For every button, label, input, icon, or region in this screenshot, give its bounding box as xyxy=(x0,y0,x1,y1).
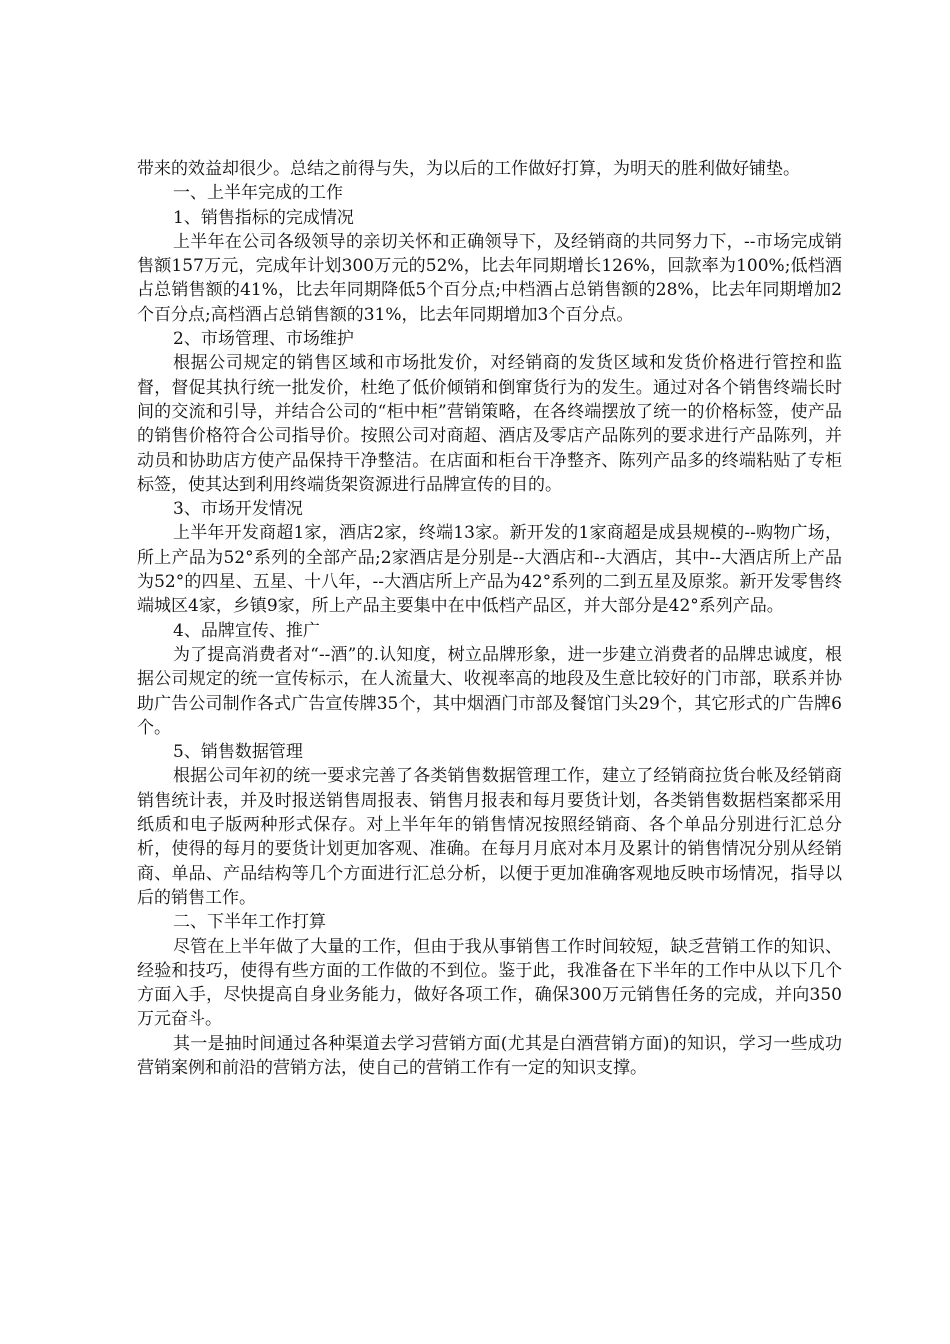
subheading-market-management: 2、市场管理、市场维护 xyxy=(173,329,354,350)
paragraph-continuation: 带来的效益却很少。总结之前得与失，为以后的工作做好打算，为明天的胜利做好铺垫。 xyxy=(137,159,800,179)
subheading-market-development: 3、市场开发情况 xyxy=(173,499,303,520)
subheading-brand-promotion: 4、品牌宣传、推广 xyxy=(173,620,320,641)
subheading-sales-targets: 1、销售指标的完成情况 xyxy=(173,207,354,228)
section-heading-first-half: 一、上半年完成的工作 xyxy=(173,183,343,204)
paragraph-learning-plan: 其一是抽时间通过各种渠道去学习营销方面(尤其是白酒营销方面)的知识，学习一些成功营销案例和前沿的营销方法，使自己的营销工作有一定的知识支撑。 xyxy=(137,1033,842,1078)
paragraph-sales-targets: 上半年在公司各级领导的亲切关怀和正确领导下，及经销商的共同努力下，--市场完成销售额157万元，完成年计划300万元的52%，比去年同期增长126%，回款率为100%;低档酒占总销售额的41%，比去年同期降低5个百分点;中档酒占总销售额的28%，比去年同期增加2个百分点;高档酒占总销售额的31%，比去年同期增加3个百分点。 xyxy=(137,231,842,325)
paragraph-brand-promotion: 为了提高消费者对“--酒”的.认知度，树立品牌形象，进一步建立消费者的品牌忠诚度，根据公司规定的统一宣传标示，在人流量大、收视率高的地段及生意比较好的门市部，联系并协助广告公司制作各式广告宣传牌35个，其中烟酒门市部及餐馆门头29个，其它形式的广告牌6个。 xyxy=(137,644,842,738)
section-heading-second-half: 二、下半年工作打算 xyxy=(173,912,326,933)
paragraph-market-development: 上半年开发商超1家，酒店2家，终端13家。新开发的1家商超是成县规模的--购物广场，所上产品为52°系列的全部产品;2家酒店是分别是--大酒店和--大酒店，其中--大酒店所上产品为52°的四星、五星、十八年，--大酒店所上产品为42°系列的二到五星及原浆。新开发零售终端城区4家，乡镇9家，所上产品主要集中在中低档产品区，并大部分是42°系列产品。 xyxy=(137,523,842,617)
paragraph-market-management: 根据公司规定的销售区域和市场批发价，对经销商的发货区域和发货价格进行管控和监督，督促其执行统一批发价，杜绝了低价倾销和倒窜货行为的发生。通过对各个销售终端长时间的交流和引导，并结合公司的“柜中柜”营销策略，在各终端摆放了统一的价格标签，使产品的销售价格符合公司指导价。按照公司对商超、酒店及零店产品陈列的要求进行产品陈列，并动员和协助店方使产品保持干净整洁。在店面和柜台干净整齐、陈列产品多的终端粘贴了专柜标签，使其达到利用终端货架资源进行品牌宣传的目的。 xyxy=(137,353,842,495)
paragraph-sales-data: 根据公司年初的统一要求完善了各类销售数据管理工作，建立了经销商拉货台帐及经销商销售统计表，并及时报送销售周报表、销售月报表和每月要货计划，各类销售数据档案都采用纸质和电子版两种形式保存。对上半年年的销售情况按照经销商、各个单品分别进行汇总分析，使得的每月的要货计划更加客观、准确。在每月月底对本月及累计的销售情况分别从经销商、单品、产品结构等几个方面进行汇总分析，以便于更加准确客观地反映市场情况，指导以后的销售工作。 xyxy=(137,766,842,908)
document-body xyxy=(137,157,842,1080)
paragraph-second-half-plan: 尽管在上半年做了大量的工作，但由于我从事销售工作时间较短，缺乏营销工作的知识、经验和技巧，使得有些方面的工作做的不到位。鉴于此，我准备在下半年的工作中从以下几个方面入手，尽快提高自身业务能力，做好各项工作，确保300万元销售任务的完成，并向350万元奋斗。 xyxy=(137,936,842,1030)
subheading-sales-data: 5、销售数据管理 xyxy=(173,742,303,763)
